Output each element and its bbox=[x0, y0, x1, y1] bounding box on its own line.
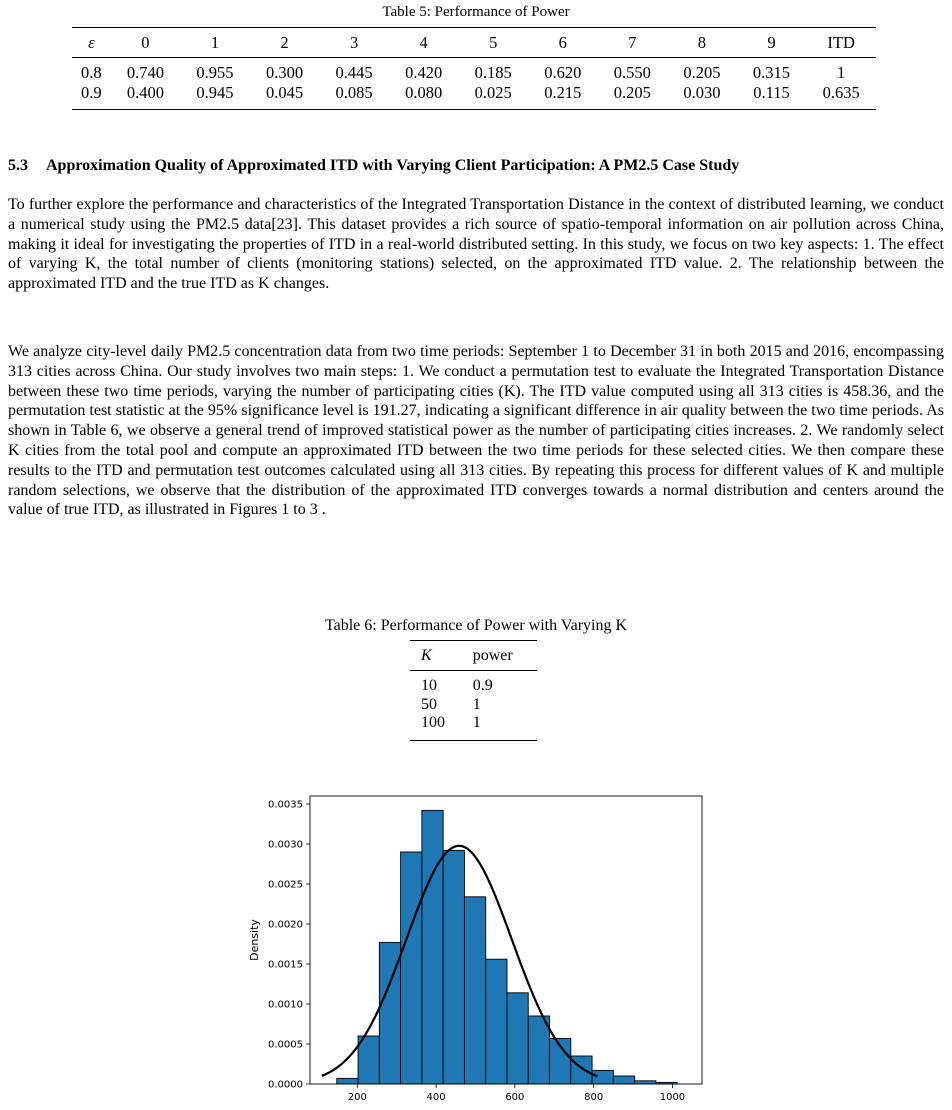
table6-row bbox=[410, 714, 537, 741]
table5-header-cell: 0 bbox=[111, 28, 181, 58]
table5-header-cell: 1 bbox=[180, 28, 250, 58]
table5-cell: 0.115 bbox=[737, 83, 807, 110]
table5-header-cell: 3 bbox=[319, 28, 389, 58]
table5-cell: 0.740 bbox=[126, 63, 164, 82]
table5-header-cell: ε bbox=[72, 28, 111, 58]
table5-cell: 0.550 bbox=[613, 63, 651, 82]
histogram-bar bbox=[464, 897, 485, 1084]
table5-caption: Table 5: Performance of Power bbox=[382, 4, 570, 20]
section-number: 5.3 bbox=[8, 157, 28, 174]
histogram-bar bbox=[528, 1016, 549, 1084]
table5 bbox=[72, 27, 876, 110]
paragraph-2: We analyze city-level daily PM2.5 concentration data from two time periods: September 1 to December 31 in both 2015 and 2016, encompassing 313 cities across China. Our study involves two main steps: 1. We conduct a permutation test to evaluate the Integrated Transportation Distance between these two time periods, varying the number of participating cities (K). The ITD value computed using all 313 cities is 458.36, and the permutation test statistic at the 95% significance level is 191.27, indicating a significant difference in air quality between the two time periods. As shown in Table 6, we observe a general trend of improved statistical power as the number of participating cities increases. 2. We randomly select K cities from the total pool and compute an approximated ITD between the two time periods for these selected cities. We then compare these results to the ITD and permutation test outcomes calculated using all 313 cities. By repeating this process for different values of K and multiple random selections, we observe that the distribution of the approximated ITD converges towards a normal distribution and centers around the value of true ITD, as illustrated in Figures 1 to 3 . bbox=[8, 343, 944, 519]
table5-cell: 0.045 bbox=[250, 83, 320, 110]
y-tick-label: 0.0035 bbox=[268, 799, 303, 811]
histogram-bar bbox=[358, 1036, 379, 1084]
x-tick-label: 800 bbox=[584, 1092, 604, 1103]
table5-cell: 0.445 bbox=[335, 63, 373, 82]
table5-cell: 0.205 bbox=[598, 83, 668, 110]
histogram-bar bbox=[635, 1081, 656, 1084]
histogram-bar bbox=[592, 1070, 613, 1084]
y-tick-label: 0.0030 bbox=[268, 839, 303, 851]
table6-header-cell: K bbox=[410, 641, 462, 671]
table6-cell: 50 bbox=[421, 695, 437, 713]
y-tick-label: 0.0015 bbox=[268, 959, 303, 971]
y-tick-label: 0.0005 bbox=[268, 1039, 303, 1051]
table5-cell: 0.8 bbox=[81, 63, 102, 82]
table6-cell: 10 bbox=[421, 677, 437, 694]
histogram-bar bbox=[443, 850, 464, 1084]
table5-row bbox=[72, 83, 876, 110]
histogram-bar bbox=[401, 852, 422, 1084]
table5-cell: 0.420 bbox=[405, 63, 443, 82]
table6 bbox=[410, 640, 537, 741]
histogram-bar bbox=[486, 959, 507, 1084]
table5-cell: 0.315 bbox=[752, 63, 791, 82]
table5-cell: 0.955 bbox=[196, 63, 234, 82]
table5-header-cell: ITD bbox=[806, 28, 876, 58]
table5-cell: 0.945 bbox=[180, 83, 250, 110]
section-heading bbox=[8, 157, 739, 175]
y-tick-label: 0.0000 bbox=[268, 1079, 303, 1091]
table5-cell: 0.9 bbox=[72, 83, 111, 110]
table5-cell: 0.085 bbox=[319, 83, 389, 110]
histogram-bar bbox=[613, 1076, 634, 1084]
table6-cell: 100 bbox=[410, 714, 462, 741]
table6-caption: Table 6: Performance of Power with Varying K bbox=[324, 617, 628, 634]
section-title: Approximation Quality of Approximated ITD with Varying Client Participation: A PM2.5 Case Study bbox=[46, 157, 740, 174]
table6-header-cell: power bbox=[462, 641, 537, 671]
table5-header-cell: 8 bbox=[667, 28, 737, 58]
x-tick-label: 1000 bbox=[659, 1092, 686, 1103]
table5-header-cell: 9 bbox=[737, 28, 807, 58]
table6-cell: 1 bbox=[472, 695, 481, 713]
table5-cell: 0.185 bbox=[474, 63, 512, 82]
table6-row bbox=[410, 671, 537, 696]
histogram-chart bbox=[240, 790, 710, 1106]
x-tick-label: 200 bbox=[347, 1092, 367, 1103]
table5-cell: 0.030 bbox=[667, 83, 737, 110]
histogram-bar bbox=[337, 1078, 358, 1084]
table5-cell: 1 bbox=[837, 63, 846, 82]
table5-header-cell: 6 bbox=[528, 28, 598, 58]
y-tick-label: 0.0010 bbox=[268, 999, 303, 1011]
table5-cell: 0.025 bbox=[458, 83, 528, 110]
table6-row bbox=[410, 695, 537, 714]
table5-cell: 0.205 bbox=[683, 63, 721, 82]
histogram-bar bbox=[507, 993, 528, 1084]
table5-cell: 0.620 bbox=[544, 63, 582, 82]
table5-cell: 0.300 bbox=[265, 63, 304, 82]
paragraph-1: To further explore the performance and characteristics of the Integrated Transportation Distance in the context of distributed learning, we conduct a numerical study using the PM2.5 data[23]. This dataset provides a rich source of spatio-temporal information on air pollution across China, making it ideal for investigating the properties of ITD in a real-world distributed setting. In this study, we focus on two key aspects: 1. The effect of varying K, the total number of clients (monitoring stations) selected, on the approximated ITD value. 2. The relationship between the approximated ITD and the true ITD as K changes. bbox=[8, 196, 944, 293]
y-tick-label: 0.0020 bbox=[268, 919, 303, 931]
table5-header-cell: 7 bbox=[598, 28, 668, 58]
y-tick-label: 0.0025 bbox=[268, 879, 303, 891]
table5-header-cell: 4 bbox=[389, 28, 459, 58]
table5-cell: 0.400 bbox=[111, 83, 181, 110]
x-tick-label: 600 bbox=[505, 1092, 525, 1103]
table5-cell: 0.080 bbox=[389, 83, 459, 110]
y-axis-label: Density bbox=[248, 919, 261, 961]
table5-cell: 0.635 bbox=[806, 83, 876, 110]
table5-row bbox=[72, 58, 876, 84]
x-tick-label: 400 bbox=[426, 1092, 446, 1103]
table5-header-cell: 5 bbox=[458, 28, 528, 58]
table6-cell: 1 bbox=[462, 714, 537, 741]
table5-cell: 0.215 bbox=[528, 83, 598, 110]
table5-header-cell: 2 bbox=[250, 28, 320, 58]
table6-cell: 0.9 bbox=[472, 677, 493, 694]
histogram-bar bbox=[571, 1056, 592, 1084]
histogram-bar bbox=[422, 810, 443, 1084]
